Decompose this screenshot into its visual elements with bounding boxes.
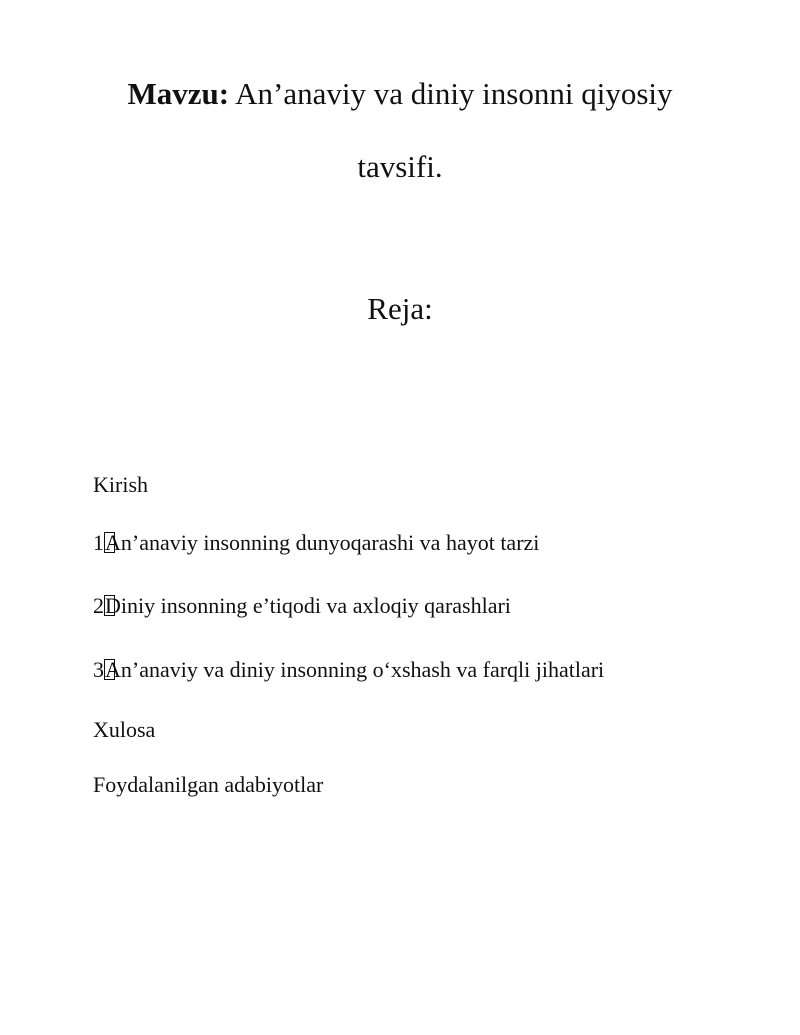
title-text-line1: An’anaviy va diniy insonni qiyosiy bbox=[235, 76, 673, 111]
plan-item-initial: A bbox=[105, 530, 121, 555]
plan-item-text: n’anaviy insonning dunyoqarashi va hayot tarzi bbox=[120, 530, 540, 555]
plan-item-1 bbox=[93, 530, 539, 556]
plan-item-2 bbox=[93, 593, 511, 619]
plan-item-number: 2 bbox=[93, 593, 104, 618]
missing-glyph-box-icon bbox=[104, 595, 115, 616]
document-title-line2 bbox=[0, 149, 800, 185]
document-title bbox=[0, 76, 800, 112]
title-text-line2: tavsifi. bbox=[357, 149, 443, 184]
plan-item-text: n’anaviy va diniy insonning o‘xshash va farqli jihatlari bbox=[120, 657, 605, 682]
plan-item-3 bbox=[93, 657, 604, 683]
plan-item-number: 1 bbox=[93, 530, 104, 555]
plan-heading: Reja: bbox=[367, 291, 433, 326]
plan-item-text: iniy insonning e’tiqodi va axloqiy qarashlari bbox=[120, 593, 511, 618]
missing-glyph-box-icon bbox=[104, 532, 115, 553]
plan-item-initial: A bbox=[105, 657, 121, 682]
missing-glyph-box-icon bbox=[104, 659, 115, 680]
plan-references: Foydalanilgan adabiyotlar bbox=[93, 772, 324, 797]
plan-conclusion: Xulosa bbox=[93, 717, 156, 742]
plan-item-initial: D bbox=[105, 593, 121, 618]
title-label: Mavzu: bbox=[127, 76, 230, 111]
plan-item-number: 3 bbox=[93, 657, 104, 682]
plan-intro: Kirish bbox=[93, 472, 148, 497]
